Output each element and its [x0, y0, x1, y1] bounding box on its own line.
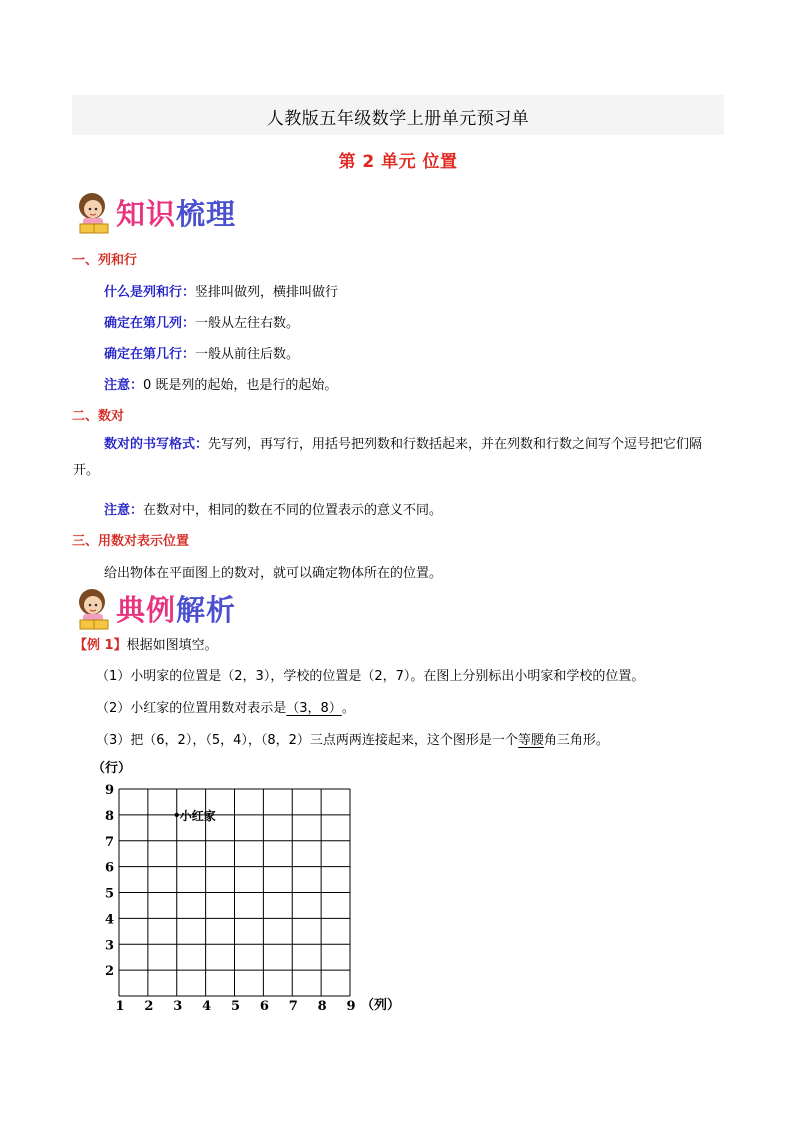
question-1: （1）小明家的位置是（2，3），学校的位置是（2，7）。在图上分别标出小明家和学校的位置。	[96, 669, 645, 684]
x-tick-4: 4	[202, 999, 212, 1014]
y-tick-7: 7	[105, 834, 115, 850]
knowledge-banner	[72, 190, 332, 238]
x-tick-7: 7	[288, 999, 298, 1014]
girl-reading-icon	[72, 586, 116, 634]
document-title: 人教版五年级数学上册单元预习单	[266, 109, 530, 129]
x-tick-2: 2	[144, 999, 154, 1014]
point-xiaohong-home	[175, 813, 179, 817]
x-tick-6: 6	[259, 999, 269, 1014]
section-2-heading: 二、数对	[72, 409, 125, 424]
knowledge-banner-text-2: 梳理	[176, 197, 237, 231]
y-tick-8: 8	[105, 808, 115, 824]
grid-x-label: （列）	[361, 998, 401, 1013]
section-2-item-2: 注意：在数对中，相同的数在不同的位置表示的意义不同。	[104, 503, 443, 518]
point-label: 小红家	[179, 808, 216, 823]
section-3-heading: 三、用数对表示位置	[72, 534, 190, 549]
coordinate-grid	[84, 756, 414, 1018]
section-2-item-1: 数对的书写格式：先写列，再写行，用括号把列数和行数括起来，并在列数和行数之间写个逗号把它们隔开。	[73, 437, 703, 478]
y-tick-6: 6	[105, 860, 115, 876]
x-tick-8: 8	[317, 999, 327, 1014]
grid-y-ticks	[105, 783, 114, 979]
question-2: （2）小红家的位置用数对表示是（3，8）。	[96, 697, 355, 716]
examples-banner-text-1: 典例	[116, 593, 177, 627]
y-tick-2: 2	[105, 964, 115, 980]
grid-x-ticks	[116, 999, 356, 1014]
section-1-item-3: 确定在第几行：一般从前往后数。	[104, 347, 300, 362]
x-tick-5: 5	[231, 999, 241, 1014]
section-1-heading: 一、列和行	[72, 253, 138, 268]
example-intro: 根据如图填空。	[126, 638, 218, 653]
y-tick-5: 5	[105, 886, 115, 902]
y-tick-3: 3	[105, 938, 115, 954]
knowledge-banner-text-1: 知识	[116, 197, 177, 231]
examples-banner-text-2: 解析	[176, 593, 237, 627]
example-heading	[74, 634, 218, 653]
x-tick-1: 1	[115, 999, 125, 1014]
x-tick-3: 3	[173, 999, 183, 1014]
x-tick-9: 9	[346, 999, 356, 1014]
answer-2: （3，8）	[286, 701, 342, 716]
y-tick-4: 4	[105, 912, 115, 928]
unit-subtitle: 第 2 单元 位置	[338, 152, 458, 172]
grid-lines	[119, 789, 350, 996]
grid-y-label: （行）	[92, 761, 132, 776]
section-1-item-1: 什么是列和行：竖排叫做列，横排叫做行	[104, 285, 339, 300]
question-3: （3）把（6，2），（5，4），（8，2）三点两两连接起来，这个图形是一个等腰角三角形。	[96, 729, 609, 748]
section-1-item-4: 注意：0 既是列的起始，也是行的起始。	[104, 378, 338, 393]
section-3-item-1: 给出物体在平面图上的数对，就可以确定物体所在的位置。	[104, 566, 443, 581]
y-tick-9: 9	[105, 783, 115, 798]
answer-3: 等腰	[517, 733, 544, 748]
grid-points	[175, 808, 216, 823]
examples-banner	[72, 586, 332, 634]
example-tag: 【例 1】	[74, 638, 127, 653]
girl-reading-icon	[72, 190, 116, 238]
section-1-item-2: 确定在第几列：一般从左往右数。	[104, 316, 300, 331]
